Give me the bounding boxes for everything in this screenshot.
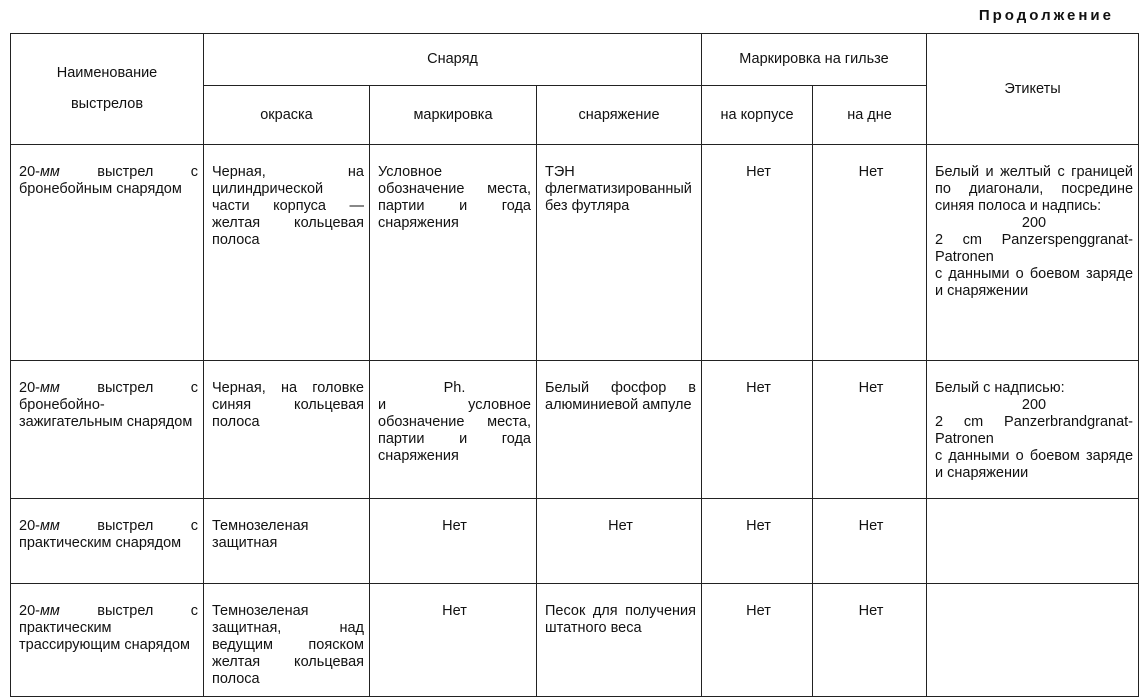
- table-row: [11, 499, 1139, 584]
- marking-text: и условное обозначение места, партии и года снаряжения: [378, 397, 531, 464]
- label-line: 200: [1021, 215, 1047, 231]
- cell-name: [11, 584, 204, 697]
- cell-marking: [370, 361, 537, 499]
- name-caliber: 20-: [19, 164, 40, 180]
- table-row: [11, 361, 1139, 499]
- label-line: 200: [1021, 397, 1047, 413]
- label-line: Белый и желтый с границей по диагонали, посредине синяя полоса и надпись:: [935, 164, 1134, 214]
- cell-on-body: Нет: [702, 584, 813, 697]
- label-line: Белый с надписью:: [935, 380, 1065, 396]
- header-shell: Снаряд: [204, 34, 702, 86]
- cell-name: [11, 499, 204, 584]
- cell-on-base: Нет: [813, 584, 927, 697]
- cell-painting: Темнозеленая защитная: [204, 499, 370, 584]
- table-row: [11, 584, 1139, 697]
- label-line: 2 cm Panzerspenggranat-Patronen: [935, 232, 1134, 265]
- name-caliber: 20-: [19, 603, 40, 619]
- cell-on-base: Нет: [813, 145, 927, 361]
- cell-labels: [927, 361, 1139, 499]
- label-line: 2 cm Panzerbrandgranat-Patronen: [935, 414, 1134, 447]
- marking-code: Ph.: [443, 380, 466, 396]
- cell-labels: [927, 145, 1139, 361]
- cell-marking: Нет: [370, 584, 537, 697]
- name-unit: мм: [39, 518, 60, 534]
- cell-painting: Черная, на цилиндрической части корпуса — желтая кольцевая полоса: [204, 145, 370, 361]
- header-case-marking: Маркировка на гильзе: [702, 34, 927, 86]
- header-filling: снаряжение: [537, 86, 702, 145]
- header-row-top: [11, 34, 1139, 86]
- name-unit: мм: [39, 380, 60, 396]
- cell-filling: Песок для получения штатного веса: [537, 584, 702, 697]
- ammunition-table: [10, 33, 1139, 697]
- cell-marking: Нет: [370, 499, 537, 584]
- header-name: [11, 34, 204, 145]
- header-name-line2: выстрелов: [70, 96, 144, 112]
- name-unit: мм: [39, 164, 60, 180]
- cell-on-body: Нет: [702, 361, 813, 499]
- cell-marking: Условное обозначение места, партии и года снаряжения: [370, 145, 537, 361]
- cell-painting: Черная, на головке синяя кольцевая полоса: [204, 361, 370, 499]
- cell-on-body: Нет: [702, 145, 813, 361]
- cell-on-base: Нет: [813, 499, 927, 584]
- cell-labels: [927, 584, 1139, 697]
- header-marking: маркировка: [370, 86, 537, 145]
- cell-filling: Нет: [537, 499, 702, 584]
- header-painting: окраска: [204, 86, 370, 145]
- cell-filling: Белый фосфор в алюминиевой ампуле: [537, 361, 702, 499]
- cell-on-base: Нет: [813, 361, 927, 499]
- header-labels: Этикеты: [927, 34, 1139, 145]
- name-rest: выстрел с бронебойно-зажигательным снарядом: [19, 380, 198, 430]
- header-on-body: на корпусе: [702, 86, 813, 145]
- cell-name: [11, 145, 204, 361]
- label-line: с данными о боевом заряде и снаряжении: [935, 448, 1134, 481]
- name-caliber: 20-: [19, 380, 40, 396]
- cell-on-body: Нет: [702, 499, 813, 584]
- name-rest: выстрел с практическим трассирующим снарядом: [19, 603, 198, 653]
- header-on-base: на дне: [813, 86, 927, 145]
- name-caliber: 20-: [19, 518, 40, 534]
- table-row: [11, 145, 1139, 361]
- name-unit: мм: [39, 603, 60, 619]
- name-rest: выстрел с бронебойным снарядом: [19, 164, 198, 197]
- cell-name: [11, 361, 204, 499]
- label-line: с данными о боевом заряде и снаряжении: [935, 266, 1134, 299]
- header-name-line1: Наименование: [56, 65, 158, 81]
- cell-filling: ТЭН флегматизированный без футляра: [537, 145, 702, 361]
- cell-painting: Темнозеленая защитная, над ведущим пояском желтая кольцевая полоса: [204, 584, 370, 697]
- name-rest: выстрел с практическим снарядом: [19, 518, 198, 551]
- continued-label: Продолжение: [978, 7, 1114, 24]
- cell-labels: [927, 499, 1139, 584]
